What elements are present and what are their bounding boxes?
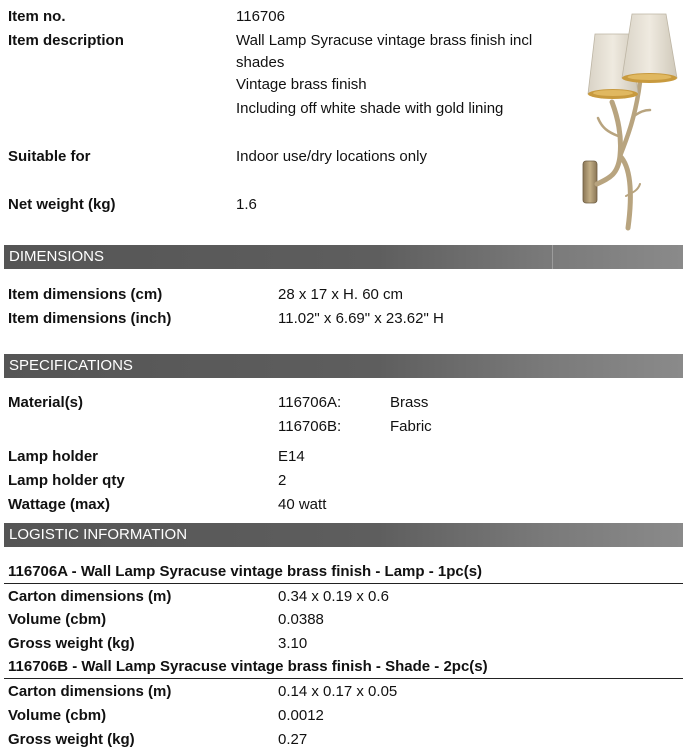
logistic-group-heading: 116706B - Wall Lamp Syracuse vintage brass finish - Shade - 2pc(s) (8, 658, 488, 675)
wattage-value: 40 watt (278, 496, 327, 513)
item-dimensions-inch-label: Item dimensions (inch) (8, 310, 172, 327)
materials-label: Material(s) (8, 394, 84, 411)
gross-weight-label: Gross weight (kg) (8, 635, 135, 652)
gross-weight-label: Gross weight (kg) (8, 731, 135, 748)
wattage-label: Wattage (max) (8, 496, 110, 513)
carton-dimensions-label: Carton dimensions (m) (8, 588, 172, 605)
net-weight-value: 1.6 (236, 196, 257, 213)
section-header-specifications (4, 354, 683, 378)
item-description-line: Vintage brass finish (236, 76, 367, 93)
lamp-holder-qty-label: Lamp holder qty (8, 472, 125, 489)
gross-weight-value: 3.10 (278, 635, 308, 652)
header-divider (552, 245, 553, 269)
volume-value: 0.0388 (278, 611, 324, 628)
dimensions-title: DIMENSIONS (9, 248, 105, 265)
carton-dimensions-value: 0.34 x 0.19 x 0.6 (278, 588, 389, 605)
item-description-line: shades (236, 54, 285, 71)
item-no-value: 116706 (236, 8, 285, 25)
lamp-holder-label: Lamp holder (8, 448, 99, 465)
specifications-title: SPECIFICATIONS (9, 357, 133, 374)
material-code: 116706B: (278, 418, 342, 435)
logistic-group-heading: 116706A - Wall Lamp Syracuse vintage brass finish - Lamp - 1pc(s) (8, 563, 483, 580)
item-dimensions-cm-label: Item dimensions (cm) (8, 286, 163, 303)
item-description-line: Wall Lamp Syracuse vintage brass finish incl (236, 32, 533, 49)
divider (4, 678, 683, 679)
logistic-title: LOGISTIC INFORMATION (9, 526, 188, 543)
lamp-holder-qty-value: 2 (278, 472, 287, 489)
material-value: Brass (390, 394, 429, 411)
net-weight-label: Net weight (kg) (8, 196, 116, 213)
gross-weight-value: 0.27 (278, 731, 308, 748)
carton-dimensions-label: Carton dimensions (m) (8, 683, 172, 700)
item-description-label: Item description (8, 32, 124, 49)
item-dimensions-cm-value: 28 x 17 x H. 60 cm (278, 286, 404, 303)
lamp-holder-value: E14 (278, 448, 305, 465)
volume-label: Volume (cbm) (8, 611, 107, 628)
suitable-for-value: Indoor use/dry locations only (236, 148, 427, 165)
divider (4, 583, 683, 584)
section-header-logistic (4, 523, 683, 547)
volume-value: 0.0012 (278, 707, 324, 724)
volume-label: Volume (cbm) (8, 707, 107, 724)
suitable-for-label: Suitable for (8, 148, 91, 165)
section-header-dimensions (4, 245, 683, 269)
material-value: Fabric (390, 418, 432, 435)
wall-lamp-icon (578, 6, 683, 232)
item-description-line: Including off white shade with gold lining (236, 100, 504, 117)
item-dimensions-inch-value: 11.02" x 6.69" x 23.62" H (278, 310, 444, 327)
carton-dimensions-value: 0.14 x 0.17 x 0.05 (278, 683, 398, 700)
material-code: 116706A: (278, 394, 342, 411)
item-no-label: Item no. (8, 8, 66, 25)
